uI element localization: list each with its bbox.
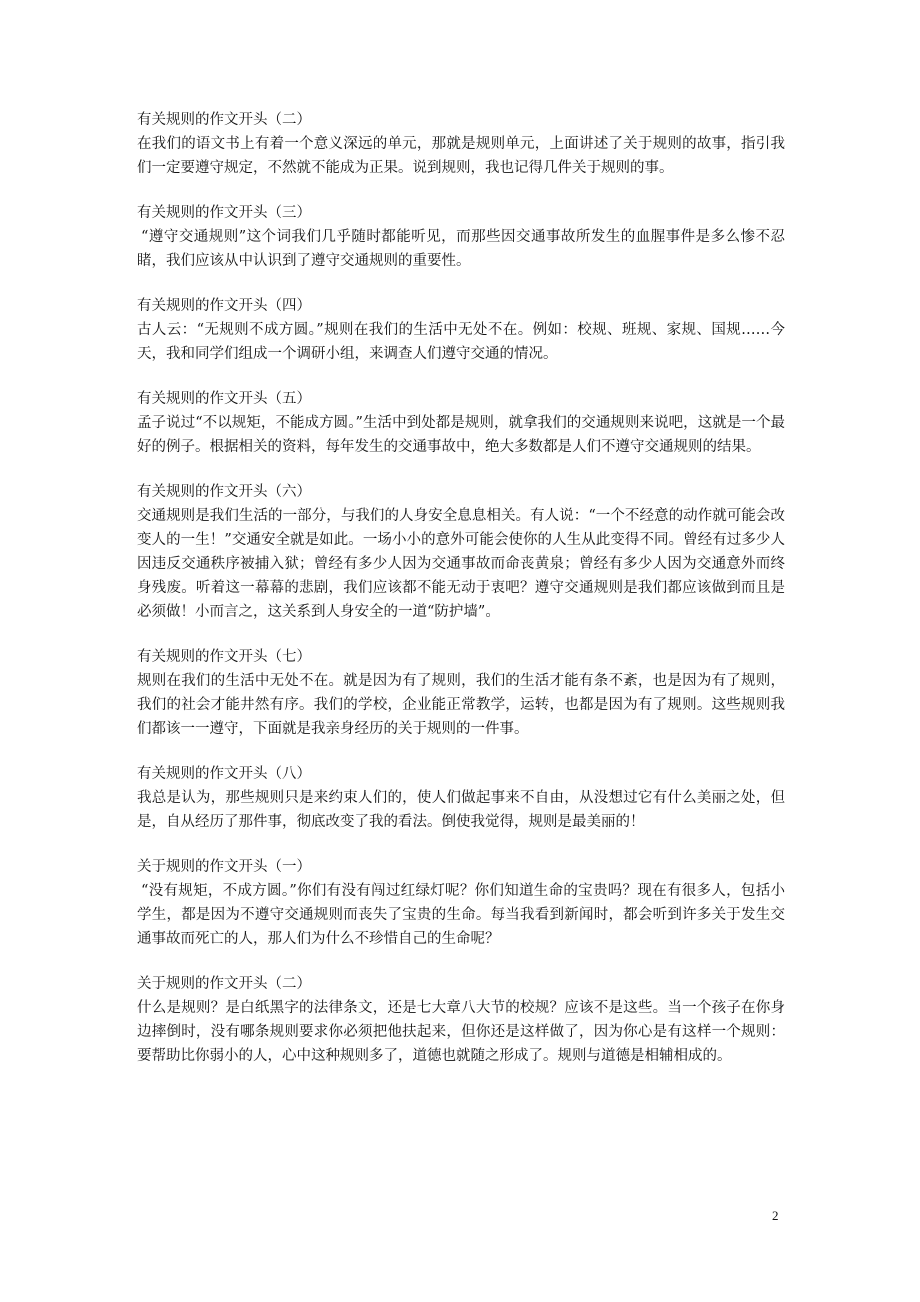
section	[137, 972, 785, 1068]
section-paragraph: 规则在我们的生活中无处不在。就是因为有了规则，我们的生活才能有条不紊，也是因为有了规则，我们的社会才能井然有序。我们的学校，企业能正常教学，运转，也都是因为有了规则。这些规则我们都该一一遵守，下面就是我亲身经历的关于规则的一件事。	[137, 673, 785, 737]
section-paragraph: 交通规则是我们生活的一部分，与我们的人身安全息息相关。有人说：“一个不经意的动作就可能会改变人的一生！”交通安全就是如此。一场小小的意外可能会使你的人生从此变得不同。曾经有过多少人因违反交通秩序被捕入狱；曾经有多少人因为交通事故而命丧黄泉；曾经有多少人因为交通意外而终身残废。听着这一幕幕的悲剧，我们应该都不能无动于衷吧？遵守交通规则是我们都应该做到而且是必须做！小而言之，这关系到人身安全的一道“防护墙”。	[137, 508, 785, 620]
section-heading: 有关规则的作文开头（六）	[137, 484, 311, 500]
section-paragraph: 在我们的语文书上有着一个意义深远的单元，那就是规则单元，上面讲述了关于规则的故事，指引我们一定要遵守规定，不然就不能成为正果。说到规则，我也记得几件关于规则的事。	[137, 136, 785, 176]
section	[137, 387, 785, 459]
section-paragraph: 孟子说过“不以规矩，不能成方圆。”生活中到处都是规则，就拿我们的交通规则来说吧，这就是一个最好的例子。根据相关的资料，每年发生的交通事故中，绝大多数都是人们不遵守交通规则的结果。	[137, 415, 785, 455]
section-heading: 有关规则的作文开头（五）	[137, 391, 311, 407]
document-body	[137, 108, 785, 1089]
section-heading: 有关规则的作文开头（七）	[137, 649, 311, 665]
section-heading: 有关规则的作文开头（三）	[137, 205, 311, 221]
section	[137, 762, 785, 834]
section-paragraph: 我总是认为，那些规则只是来约束人们的，使人们做起事来不自由，从没想过它有什么美丽之处，但是，自从经历了那件事，彻底改变了我的看法。倒使我觉得，规则是最美丽的！	[137, 790, 785, 830]
section-heading: 关于规则的作文开头（二）	[137, 976, 311, 992]
page-number: 2	[772, 1208, 779, 1223]
section-heading: 有关规则的作文开头（八）	[137, 766, 311, 782]
section	[137, 108, 785, 180]
section	[137, 480, 785, 624]
section	[137, 294, 785, 366]
section-heading: 有关规则的作文开头（二）	[137, 112, 311, 128]
section-heading: 关于规则的作文开头（一）	[137, 859, 311, 875]
section	[137, 201, 785, 273]
section-paragraph: 古人云：“无规则不成方圆。”规则在我们的生活中无处不在。例如：校规、班规、家规、国规……今天，我和同学们组成一个调研小组，来调查人们遵守交通的情况。	[137, 322, 785, 362]
section	[137, 855, 785, 951]
section-paragraph: 什么是规则？是白纸黑字的法律条文，还是七大章八大节的校规？应该不是这些。当一个孩子在你身边摔倒时，没有哪条规则要求你必须把他扶起来，但你还是这样做了，因为你心是有这样一个规则：要帮助比你弱小的人，心中这种规则多了，道德也就随之形成了。规则与道德是相辅相成的。	[137, 1000, 785, 1064]
section-paragraph: “遵守交通规则”这个词我们几乎随时都能听见，而那些因交通事故所发生的血腥事件是多么惨不忍睹，我们应该从中认识到了遵守交通规则的重要性。	[137, 229, 785, 269]
section-heading: 有关规则的作文开头（四）	[137, 298, 311, 314]
section-paragraph: “没有规矩，不成方圆。”你们有没有闯过红绿灯呢？你们知道生命的宝贵吗？现在有很多人，包括小学生，都是因为不遵守交通规则而丧失了宝贵的生命。每当我看到新闻时，都会听到许多关于发生交通事故而死亡的人，那人们为什么不珍惜自己的生命呢？	[137, 883, 785, 947]
section	[137, 645, 785, 741]
